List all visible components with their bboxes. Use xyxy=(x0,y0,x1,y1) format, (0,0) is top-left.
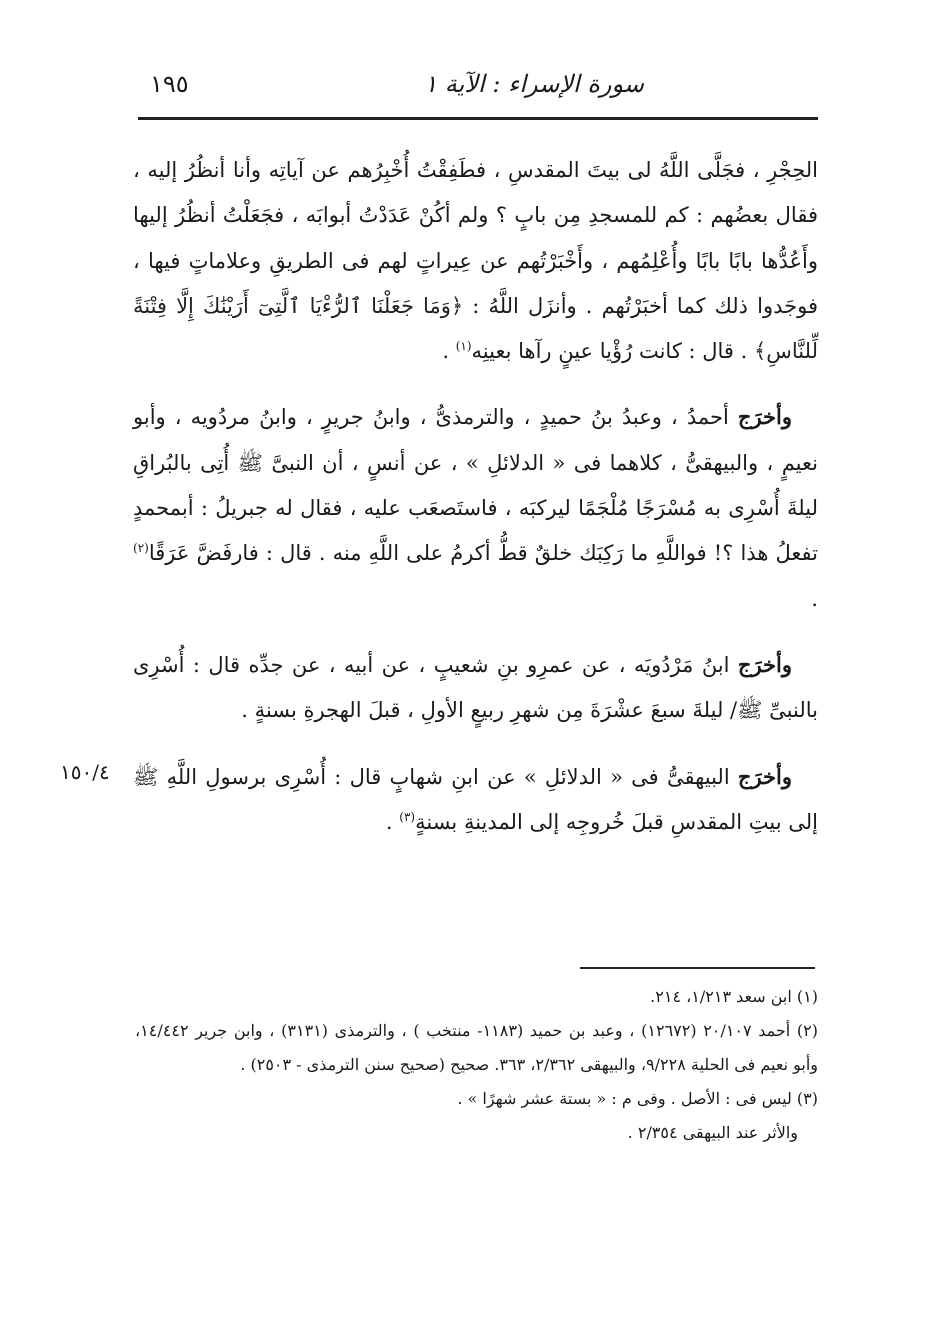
paragraph-2-text: أحمدُ ، وعبدُ بنُ حميدٍ ، والترمذىُّ ، وابنُ جريرٍ ، وابنُ مردُويه ، وأبو نعيمٍ ، والبيهقىُّ ، كلاهما فى « الدلائلِ » ، عن أنسٍ ، أن النبىَّ ﷺ أُتِى بالبُراقِ ليلةَ أُسْرِى به مُسْرَجًا مُلْجَمًا ليركبَه ، فاستَصعَب عليه ، فقال له جبريلُ : أبمحمدٍ تفعلُ هذا ؟! فواللَّهِ ما رَكِبَك خلقٌ قطُّ أكرمُ على اللَّهِ منه . قال : فارفَضَّ عَرَقًا xyxy=(133,405,818,566)
footnotes xyxy=(135,980,818,1150)
paragraph-2 xyxy=(133,394,818,621)
paragraph-2-end: . xyxy=(811,586,818,611)
footnote-3: (٣) ليس فى : الأصل . وفى م : « بستة عشر شهرًا » . xyxy=(457,1089,818,1108)
paragraph-4-lead: وأخرَج xyxy=(737,763,792,789)
footnote-ref-3[interactable]: (٣) xyxy=(399,809,416,824)
paragraph-3-text: ابنُ مَرْدُويَه ، عن عمرِو بنِ شعيبٍ ، عن أبيه ، عن جدِّه قال : أُسْرِى بالنبىِّ ﷺ/ ليلةَ سبعَ عشْرَةَ مِن شهرِ ربيعٍ الأولِ ، قبلَ الهجرةِ بسنةٍ . xyxy=(133,652,818,723)
paragraph-3 xyxy=(133,642,818,734)
footnote-ref-2[interactable]: (٢) xyxy=(133,541,149,556)
margin-note: ١٥٠/٤ xyxy=(60,760,110,784)
paragraph-1-end: . xyxy=(442,339,456,364)
paragraph-1 xyxy=(133,148,818,374)
page-number: ١٩٥ xyxy=(150,70,189,98)
quran-verse: ﴿وَمَا جَعَلْنَا ٱلرُّءْيَا ٱلَّتِىٓ أَرَيْنَٰكَ إِلَّا فِتْنَةً لِّلنَّاسِ﴾ xyxy=(133,293,818,364)
paragraph-1-text-a: الحِجْرِ ، فجَلَّى اللَّهُ لى بيتَ المقدسِ ، فطَفِقْتُ أُخْبِرُهم عن آياتِه وأنا أنظُرُ إليه ، فقال بعضُهم : كم للمسجدِ مِن بابٍ ؟ ولم أكُنْ عَدَدْتُ أبوابَه ، فجَعَلْتُ أنظُرُ إليها وأَعُدُّها بابًا بابًا وأُعْلِمُهم ، وأَخْبَرْتُهم عن عِيراتٍ لهم فى الطريقِ وعلاماتٍ فيها ، فوجَدوا ذلك كما أخبَرْتُهم . وأنزَل اللَّهُ : xyxy=(133,158,818,318)
paragraph-4 xyxy=(133,754,818,846)
footnote-1: (١) ابن سعد ١/٢١٣، ٢١٤. xyxy=(650,987,818,1006)
paragraph-4-text: البيهقىُّ فى « الدلائلِ » عن ابنِ شهابٍ قال : أُسْرِى برسولِ اللَّهِ ﷺ إلى بيتِ المقدسِ قبلَ خُروجِه إلى المدينةِ بسنةٍ xyxy=(133,764,818,834)
footnote-rule xyxy=(580,967,815,969)
paragraph-3-lead: وأخرَج xyxy=(737,651,792,677)
footnote-3-continuation: والأثر عند البيهقى ٢/٣٥٤ . xyxy=(627,1123,798,1142)
running-head: سورة الإسراء : الآية ١ xyxy=(424,70,644,98)
paragraph-2-lead: وأخرَج xyxy=(737,404,792,430)
main-text xyxy=(133,148,818,865)
footnote-2: (٢) أحمد ٢٠/١٠٧ (١٢٦٧٢) ، وعبد بن حميد (١١٨٣- منتخب ) ، والترمذى (٣١٣١) ، وابن جرير ١٤/٤٤٢، وأبو نعيم فى الحلية ٩/٢٢٨، والبيهقى ٢/٣٦٢، ٣٦٣. صحيح (صحيح سنن الترمذى - ٢٥٠٣) . xyxy=(135,1021,818,1074)
footnote-ref-1[interactable]: (١) xyxy=(455,339,472,354)
paragraph-4-end: . xyxy=(385,809,400,834)
header-rule xyxy=(138,117,818,120)
paragraph-1-text-b: . قال : كانت رُؤْيا عينٍ رآها بعينِه xyxy=(471,339,754,364)
